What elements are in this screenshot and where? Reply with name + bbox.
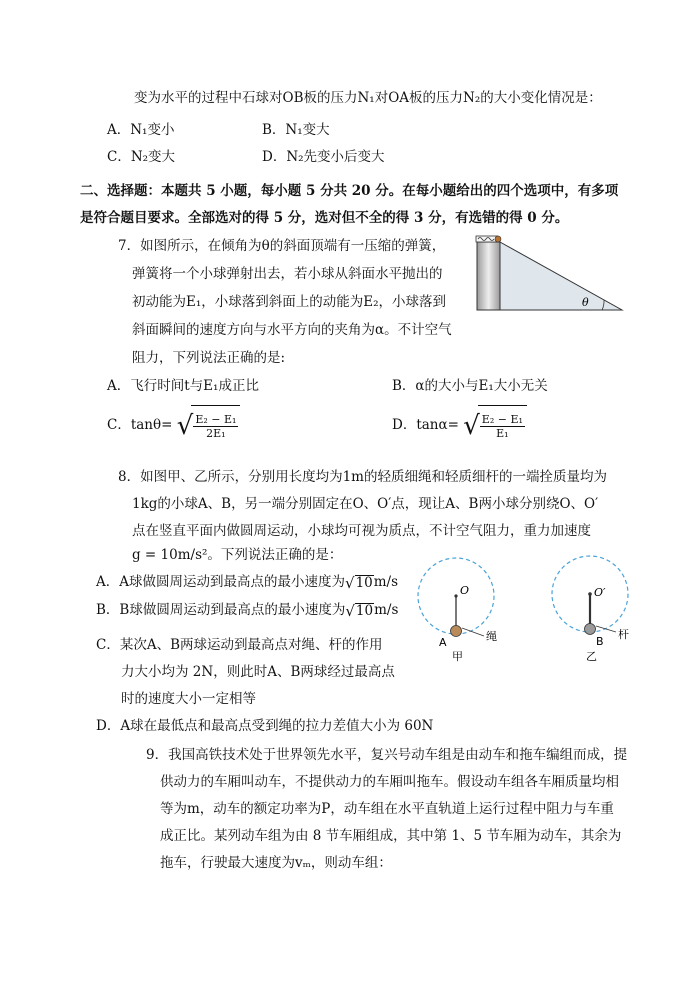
q7-c-denominator: 2E₁ — [206, 427, 226, 440]
q7-line5: 阻力，下列说法正确的是: — [132, 350, 286, 366]
q6-option-d: D．N₂先变小后变大 — [262, 149, 385, 165]
yi-label-o-prime: O′ — [594, 586, 606, 599]
q6-continuation-line: 变为水平的过程中石球对OB板的压力N₁对OA板的压力N₂的大小变化情况是： — [134, 90, 602, 106]
jia-pivot — [454, 594, 457, 597]
q9-line4: 成正比。某列动车组为由 8 节车厢组成，其中第 1、5 节车厢为动车，其余为 — [160, 828, 622, 844]
q8-figure-yi — [540, 548, 650, 668]
q7-line1: 7．如图所示，在倾角为θ的斜面顶端有一压缩的弹簧， — [118, 238, 446, 254]
q7-option-c-sqrt: √ $\frac{\text{E₂ − E₁}}{\text{2E₁}}$ — [177, 405, 241, 446]
q8-option-b: B．B球做圆周运动到最高点的最小速度为 √ 10 m/s — [96, 601, 399, 620]
q9-line1: 9．我国高铁技术处于世界领先水平，复兴号动车组是由动车和拖车编组而成，提 — [146, 747, 628, 763]
section2-heading-line1: 二、选择题：本题共 5 小题，每小题 5 分共 20 分。在每小题给出的四个选项中，有多项 — [80, 183, 619, 199]
q7-d-numerator: E₂ − E₁ — [481, 413, 523, 426]
yi-label-rod: 杆 — [618, 628, 629, 641]
q8-line2: 1kg的小球A、B，另一端分别固定在O、O′点，现让A、B两小球分别绕O、O′ — [132, 496, 599, 512]
q7-option-c-prefix: C．tanθ= — [107, 417, 173, 433]
section2-heading-line2: 是符合题目要求。全部选对的得 5 分，选对但不全的得 3 分，有选错的得 0 分。 — [80, 210, 569, 226]
q9-line5: 拖车，行驶最大速度为vₘ，则动车组： — [160, 855, 392, 871]
yi-pivot — [588, 592, 592, 596]
jia-label-o: O — [460, 584, 470, 597]
q8-line3: 点在竖直平面内做圆周运动，小球均可视为质点，不计空气阻力，重力加速度 — [132, 523, 591, 539]
q8-b-sqrt-value: 10 — [355, 602, 374, 619]
q8-option-b-text: B．B球做圆周运动到最高点的最小速度为 — [96, 602, 346, 618]
q8-a-unit: m/s — [373, 574, 399, 590]
q7-line3: 初动能为E₁，小球落到斜面上的动能为E₂，小球落到 — [132, 294, 447, 310]
yi-ball-b — [585, 624, 596, 635]
q6-option-b: B．N₁变大 — [262, 122, 330, 138]
q8-b-unit: m/s — [374, 602, 399, 618]
q7-c-numerator: E₂ − E₁ — [195, 413, 237, 426]
q9-line3: 等为m，动车的额定功率为P，动车组在水平直轨道上运行过程中阻力与车重 — [160, 801, 614, 817]
theta-label: θ — [582, 296, 589, 309]
q8-option-d: D．A球在最低点和最高点受到绳的拉力差值大小为 60N — [96, 718, 434, 734]
spring-pillar — [477, 242, 500, 310]
q8-option-c-line3: 时的速度大小一定相等 — [121, 691, 256, 707]
q8-line1: 8．如图甲、乙所示，分别用长度均为1m的轻质细绳和轻质细杆的一端拴质量均为 — [118, 469, 607, 485]
q6-option-c: C．N₂变大 — [107, 149, 176, 165]
q8-a-sqrt-value: 10 — [355, 574, 373, 591]
q7-option-d-prefix: D．tanα= — [392, 417, 459, 433]
yi-caption: 乙 — [586, 650, 597, 663]
q8-option-a: A．A球做圆周运动到最高点的最小速度为 √ 10 m/s — [96, 573, 399, 592]
q7-option-a: A．飞行时间t与E₁成正比 — [107, 378, 259, 394]
yi-label-b: B — [596, 635, 604, 648]
q7-line4: 斜面瞬间的速度方向与水平方向的夹角为α。不计空气 — [132, 322, 452, 338]
q7-option-d-sqrt: √ $\frac{\text{E₂ − E₁}}{\text{E₁}}$ — [463, 405, 527, 446]
q8-option-c-line2: 力大小均为 2N，则此时A、B两球经过最高点 — [121, 664, 395, 680]
q7-line2: 弹簧将一个小球弹射出去，若小球从斜面水平抛出的 — [132, 266, 443, 282]
q7-slope-figure — [470, 232, 628, 314]
jia-label-rope: 绳 — [486, 630, 497, 643]
ball — [495, 236, 501, 242]
q9-line2: 供动力的车厢叫动车，不提供动力的车厢叫拖车。假设动车组各车厢质量均相 — [160, 774, 619, 790]
q7-option-c — [107, 405, 240, 446]
jia-label-a: A — [439, 636, 447, 649]
q8-line4: g = 10m/s²。下列说法正确的是： — [132, 547, 343, 563]
jia-caption: 甲 — [452, 650, 463, 663]
slope-triangle — [500, 242, 622, 310]
q7-option-d — [392, 405, 527, 446]
jia-ball-a — [451, 626, 462, 637]
q8-option-c-line1: C．某次A、B两球运动到最高点对绳、杆的作用 — [96, 637, 383, 653]
q6-option-a: A．N₁变小 — [107, 122, 175, 138]
q7-d-denominator: E₁ — [496, 427, 509, 440]
q8-option-a-text: A．A球做圆周运动到最高点的最小速度为 — [96, 574, 345, 590]
q7-option-b: B．α的大小与E₁大小无关 — [392, 378, 548, 394]
q8-figure-jia — [410, 548, 510, 668]
